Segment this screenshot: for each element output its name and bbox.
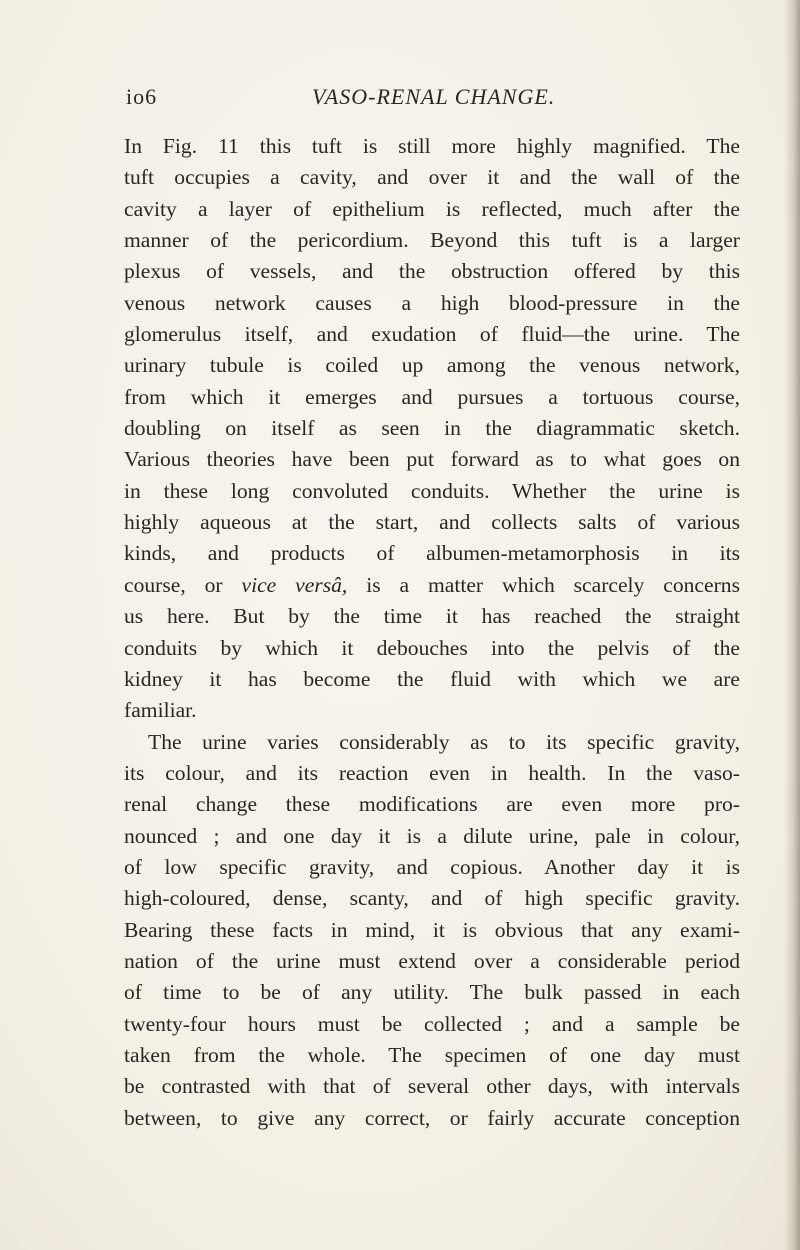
- text-line: twenty-four hours must be collected ; and a sample be: [124, 1011, 740, 1036]
- text-line: renal change these modifications are even more pro-: [124, 792, 740, 817]
- text-line: us here. But by the time it has reached the straight: [124, 604, 740, 629]
- text-line: Various theories have been put forward as to what goes on: [124, 447, 740, 472]
- text-line: Bearing these facts in mind, it is obvious that any exami-: [124, 917, 740, 942]
- text-line: familiar.: [124, 698, 197, 723]
- text-line: tuft occupies a cavity, and over it and the wall of the: [124, 165, 740, 190]
- page-header: [126, 84, 706, 118]
- text-line: nounced ; and one day it is a dilute urine, pale in colour,: [124, 823, 740, 848]
- italic-phrase: vice versâ: [241, 572, 342, 597]
- text-line: kinds, and products of albumen-metamorphosis in its: [124, 541, 740, 566]
- text-line: The urine varies considerably as to its specific gravity,: [148, 729, 740, 754]
- text-line: glomerulus itself, and exudation of fluid—the urine. The: [124, 322, 740, 347]
- text-line: nation of the urine must extend over a considerable period: [124, 948, 740, 973]
- text-line: manner of the pericordium. Beyond this tuft is a larger: [124, 228, 740, 253]
- text-line: conduits by which it debouches into the pelvis of the: [124, 635, 740, 660]
- text-line: urinary tubule is coiled up among the venous network,: [124, 353, 740, 378]
- page-number: io6: [126, 84, 158, 109]
- text-line: from which it emerges and pursues a tortuous course,: [124, 384, 740, 409]
- text-line: cavity a layer of epithelium is reflected, much after the: [124, 196, 740, 221]
- text-line: between, to give any correct, or fairly accurate conception: [124, 1105, 740, 1130]
- text-fragment: , is a matter which scarcely concerns: [341, 572, 740, 597]
- text-line: in these long convoluted conduits. Whether the urine is: [124, 478, 740, 503]
- body-text: [124, 131, 740, 1134]
- text-line: kidney it has become the fluid with which we are: [124, 666, 740, 691]
- page-edge-shadow: [784, 0, 800, 1250]
- text-line: be contrasted with that of several other days, with intervals: [124, 1074, 740, 1099]
- text-line: venous network causes a high blood-pressure in the: [124, 290, 740, 315]
- text-fragment: course, or: [124, 572, 223, 597]
- text-line: of low specific gravity, and copious. Another day it is: [124, 854, 740, 879]
- text-line: doubling on itself as seen in the diagrammatic sketch.: [124, 416, 740, 441]
- text-line: In Fig. 11 this tuft is still more highly magnified. The: [124, 134, 740, 158]
- text-line-mixed: [124, 570, 740, 601]
- text-line: plexus of vessels, and the obstruction offered by this: [124, 259, 740, 284]
- text-line: taken from the whole. The specimen of one day must: [124, 1042, 740, 1067]
- running-title: VASO-RENAL CHANGE.: [312, 84, 556, 109]
- text-line: high-coloured, dense, scanty, and of high specific gravity.: [124, 886, 740, 911]
- text-line: of time to be of any utility. The bulk passed in each: [124, 980, 740, 1005]
- text-line: its colour, and its reaction even in health. In the vaso-: [124, 760, 740, 785]
- text-line: highly aqueous at the start, and collects salts of various: [124, 510, 740, 535]
